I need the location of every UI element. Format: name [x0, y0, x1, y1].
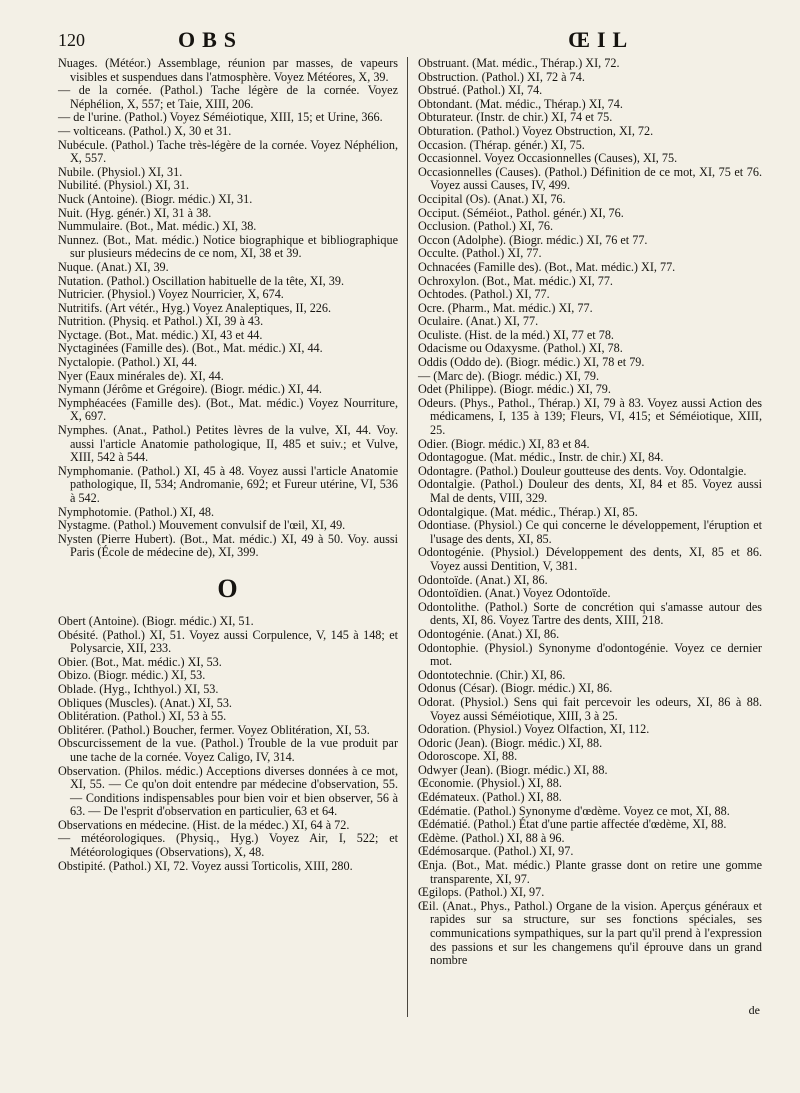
index-entry: Ocre. (Pharm., Mat. médic.) XI, 77.	[418, 300, 593, 315]
index-entry: Nymphes. (Anat., Pathol.) Petites lèvres de la vulve, XI, 44. Voy. aussi l'article Anatomie pathologique, II, 485 et suiv.; et Vulve, XIII, 542 à 544.	[58, 423, 398, 465]
index-entry: Obésité. (Pathol.) XI, 51. Voyez aussi Corpulence, V, 145 à 148; et Polysarcie, XII, 233.	[58, 627, 398, 656]
index-entry: Odontolithe. (Pathol.) Sorte de concrétion qui s'amasse autour des dents, XI, 86. Voyez Tartre des dents, XIII, 218.	[418, 599, 762, 628]
index-entry: Nyctaginées (Famille des). (Bot., Mat. médic.) XI, 44.	[58, 341, 323, 356]
index-entry: Nyctage. (Bot., Mat. médic.) XI, 43 et 44.	[58, 327, 263, 342]
index-entry: Odontogénie. (Anat.) XI, 86.	[418, 626, 560, 641]
index-entry: Occipital (Os). (Anat.) XI, 76.	[418, 191, 566, 206]
index-entry: Odoric (Jean). (Biogr. médic.) XI, 88.	[418, 735, 603, 750]
index-entry: Occon (Adolphe). (Biogr. médic.) XI, 76 et 77.	[418, 232, 648, 247]
index-entry: Odoration. (Physiol.) Voyez Olfaction, XI, 112.	[418, 722, 650, 737]
index-entry: Oddis (Oddo de). (Biogr. médic.) XI, 78 et 79.	[418, 355, 645, 370]
running-head-right: ŒIL	[568, 27, 635, 52]
index-entry: Odet (Philippe). (Biogr. médic.) XI, 79.	[418, 382, 611, 397]
left-top-entries	[58, 57, 398, 560]
index-entry: Oblitération. (Pathol.) XI, 53 à 55.	[58, 709, 227, 724]
index-entry: Oblade. (Hyg., Ichthyol.) XI, 53.	[58, 681, 219, 696]
index-entry: Œdème. (Pathol.) XI, 88 à 96.	[418, 830, 565, 845]
index-entry: Nyctalopie. (Pathol.) XI, 44.	[58, 355, 198, 370]
index-entry: Odwyer (Jean). (Biogr. médic.) XI, 88.	[418, 762, 608, 777]
index-entry: Nubécule. (Pathol.) Tache très-légère de la cornée. Voyez Néphélion, X, 557.	[58, 137, 398, 166]
index-entry: Obliques (Muscles). (Anat.) XI, 53.	[58, 695, 232, 710]
right-entries	[418, 57, 762, 968]
index-entry: Nubilité. (Physiol.) XI, 31.	[58, 178, 190, 193]
index-entry: Nutricier. (Physiol.) Voyez Nourricier, X, 674.	[58, 287, 284, 302]
index-entry: Nysten (Pierre Hubert). (Bot., Mat. médic.) XI, 49 à 50. Voy. aussi Paris (École de médecine de), XI, 399.	[58, 531, 398, 560]
index-entry: Occlusion. (Pathol.) XI, 76.	[418, 219, 554, 234]
index-entry: Obturateur. (Instr. de chir.) XI, 74 et 75.	[418, 110, 613, 125]
catchword: de	[748, 1003, 760, 1017]
index-entry: Œnja. (Bot., Mat. médic.) Plante grasse dont on retire une gomme transparente, XI, 97.	[418, 858, 762, 886]
index-entry: Odontagogue. (Mat. médic., Instr. de chir.) XI, 84.	[418, 450, 664, 465]
index-entry: Œdémosarque. (Pathol.) XI, 97.	[418, 844, 574, 859]
index-entry: Obstrué. (Pathol.) XI, 74.	[418, 83, 543, 98]
index-entry: Nymann (Jérôme et Grégoire). (Biogr. médic.) XI, 44.	[58, 382, 322, 397]
index-entry: — météorologiques. (Physiq., Hyg.) Voyez Air, I, 522; et Météorologiques (Observations), X, 48.	[58, 831, 398, 860]
index-entry: — de l'urine. (Pathol.) Voyez Séméiotique, XIII, 15; et Urine, 366.	[58, 110, 383, 125]
index-entry: Occasionnel. Voyez Occasionnelles (Causes), XI, 75.	[418, 151, 678, 166]
index-entry: Odontogénie. (Physiol.) Développement des dents, XI, 85 et 86. Voyez aussi Dentition, V, 381.	[418, 545, 762, 573]
page-number: 120	[58, 30, 85, 50]
index-entry: Odontotechnie. (Chir.) XI, 86.	[418, 667, 566, 682]
index-entry: Nymphotomie. (Pathol.) XI, 48.	[58, 504, 215, 519]
section-letter: O	[217, 573, 239, 603]
index-entry: Nystagme. (Pathol.) Mouvement convulsif de l'œil, XI, 49.	[58, 518, 346, 533]
index-entry: Obier. (Bot., Mat. médic.) XI, 53.	[58, 654, 222, 669]
index-entry: Nuck (Antoine). (Biogr. médic.) XI, 31.	[58, 191, 253, 206]
index-entry: Ochtodes. (Pathol.) XI, 77.	[418, 287, 550, 302]
index-entry: Odeurs. (Phys., Pathol., Thérap.) XI, 79 à 83. Voyez aussi Action des médicamens, I, 135 à 139; Fleurs, VI, 415; et Séméiotique, XIII, 25.	[418, 395, 762, 438]
index-entry: Nuque. (Anat.) XI, 39.	[58, 259, 169, 274]
index-entry: Occiput. (Séméiot., Pathol. génér.) XI, 76.	[418, 205, 624, 220]
index-entry: Observations en médecine. (Hist. de la médec.) XI, 64 à 72.	[58, 817, 350, 832]
index-entry: Obstruction. (Pathol.) XI, 72 à 74.	[418, 69, 585, 84]
index-entry: Odacisme ou Odaxysme. (Pathol.) XI, 78.	[418, 341, 623, 356]
index-entry: Nutritifs. (Art vétér., Hyg.) Voyez Analeptiques, II, 226.	[58, 300, 332, 315]
index-entry: Odontalgie. (Pathol.) Douleur des dents, XI, 84 et 85. Voyez aussi Mal de dents, VIII, 329.	[418, 477, 762, 505]
index-entry: Observation. (Philos. médic.) Acceptions diverses données à ce mot, XI, 55. — Ce qu'on doit entendre par médecine d'observation, 55. — Conditions indispensables pour bien voir et bien observer, 56 à 63. — De l'esprit d'observation en particulier, 63 et 64.	[58, 763, 398, 819]
index-entry: Oculiste. (Hist. de la méd.) XI, 77 et 78.	[418, 327, 614, 342]
index-entry: Obstipité. (Pathol.) XI, 72. Voyez aussi Torticolis, XIII, 280.	[58, 858, 353, 873]
column-divider	[407, 57, 408, 1017]
left-bottom-entries	[58, 615, 398, 873]
right-column	[418, 57, 762, 968]
index-entry: — volticeans. (Pathol.) X, 30 et 31.	[58, 123, 232, 138]
index-entry: Nummulaire. (Bot., Mat. médic.) XI, 38.	[58, 219, 257, 234]
index-entry: Œdémateux. (Pathol.) XI, 88.	[418, 790, 562, 805]
index-entry: — de la cornée. (Pathol.) Tache légère de la cornée. Voyez Néphélion, X, 557; et Taie, XIII, 206.	[58, 83, 398, 111]
index-entry: Obizo. (Biogr. médic.) XI, 53.	[58, 668, 206, 683]
index-entry: Obstruant. (Mat. médic., Thérap.) XI, 72.	[418, 56, 620, 70]
index-entry: Odontagre. (Pathol.) Douleur goutteuse des dents. Voy. Odontalgie.	[418, 463, 747, 478]
index-entry: Odontalgique. (Mat. médic., Thérap.) XI, 85.	[418, 504, 638, 519]
index-entry: Odier. (Biogr. médic.) XI, 83 et 84.	[418, 436, 590, 451]
index-entry: Occasion. (Thérap. génér.) XI, 75.	[418, 137, 585, 152]
index-entry: Nuit. (Hyg. génér.) XI, 31 à 38.	[58, 205, 212, 220]
index-entry: Odonus (César). (Biogr. médic.) XI, 86.	[418, 681, 613, 696]
index-entry: Odontoïde. (Anat.) XI, 86.	[418, 572, 548, 587]
index-entry: Occulte. (Pathol.) XI, 77.	[418, 246, 542, 261]
running-head-left: OBS	[178, 27, 244, 52]
index-entry: Obtondant. (Mat. médic., Thérap.) XI, 74.	[418, 96, 623, 111]
index-entry: Odontophie. (Physiol.) Synonyme d'odontogénie. Voyez ce dernier mot.	[418, 640, 762, 669]
index-entry: Œdématié. (Pathol.) État d'une partie affectée d'œdème, XI, 88.	[418, 817, 727, 832]
index-entry: Oculaire. (Anat.) XI, 77.	[418, 314, 539, 329]
index-entry: Nunnez. (Bot., Mat. médic.) Notice biographique et bibliographique sur plusieurs médecins de ce nom, XI, 38 et 39.	[58, 232, 398, 261]
index-entry: Odontiase. (Physiol.) Ce qui concerne le développement, l'éruption et l'usage des dents, XI, 85.	[418, 518, 762, 546]
index-entry: Œconomie. (Physiol.) XI, 88.	[418, 776, 562, 791]
index-entry: Nuages. (Météor.) Assemblage, réunion par masses, de vapeurs visibles et suspendues dans l'atmosphère. Voyez Météores, X, 39.	[58, 56, 398, 84]
index-entry: Nubile. (Physiol.) XI, 31.	[58, 164, 183, 179]
index-entry: Œgilops. (Pathol.) XI, 97.	[418, 885, 545, 900]
index-entry: Obturation. (Pathol.) Voyez Obstruction, XI, 72.	[418, 123, 654, 138]
index-entry: Obscurcissement de la vue. (Pathol.) Trouble de la vue produit par une tache de la cornée. Voyez Caligo, IV, 314.	[58, 736, 398, 764]
index-entry: Obert (Antoine). (Biogr. médic.) XI, 51.	[58, 613, 254, 628]
index-entry: Occasionnelles (Causes). (Pathol.) Définition de ce mot, XI, 75 et 76. Voyez aussi Causes, IV, 499.	[418, 164, 762, 193]
page-header	[58, 27, 758, 56]
index-entry: Oblitérer. (Pathol.) Boucher, fermer. Voyez Oblitération, XI, 53.	[58, 722, 370, 737]
index-entry: Odoroscope. XI, 88.	[418, 749, 518, 764]
index-entry: Œil. (Anat., Phys., Pathol.) Organe de la vision. Aperçus généraux et rapides sur sa structure, sur ses fonctions spéciales, ses communications sympathiques, sur la part qu'il prend à l'expression des passions et sur les changemens qu'il éprouve dans un grand nombre	[418, 898, 762, 968]
index-entry: Nutation. (Pathol.) Oscillation habituelle de la tête, XI, 39.	[58, 273, 344, 288]
index-entry: Ochroxylon. (Bot., Mat. médic.) XI, 77.	[418, 273, 613, 288]
index-entry: Ochnacées (Famille des). (Bot., Mat. médic.) XI, 77.	[418, 259, 676, 274]
index-entry: Odorat. (Physiol.) Sens qui fait percevoir les odeurs, XI, 86 à 88. Voyez aussi Séméiotique, XIII, 3 à 25.	[418, 694, 762, 723]
index-entry: Nyer (Eaux minérales de). XI, 44.	[58, 368, 224, 383]
index-entry: Œdématie. (Pathol.) Synonyme d'œdème. Voyez ce mot, XI, 88.	[418, 803, 730, 818]
left-column	[58, 57, 398, 873]
index-entry: Nymphomanie. (Pathol.) XI, 45 à 48. Voyez aussi l'article Anatomie pathologique, II, 534; Andromanie, 692; et Fureur utérine, VI, 536 à 542.	[58, 463, 398, 505]
index-entry: Odontoïdien. (Anat.) Voyez Odontoïde.	[418, 586, 611, 601]
index-entry: Nymphéacées (Famille des). (Bot., Mat. médic.) Voyez Nourriture, X, 697.	[58, 395, 398, 424]
index-entry: — (Marc de). (Biogr. médic.) XI, 79.	[418, 368, 600, 383]
index-entry: Nutrition. (Physiq. et Pathol.) XI, 39 à 43.	[58, 314, 264, 329]
